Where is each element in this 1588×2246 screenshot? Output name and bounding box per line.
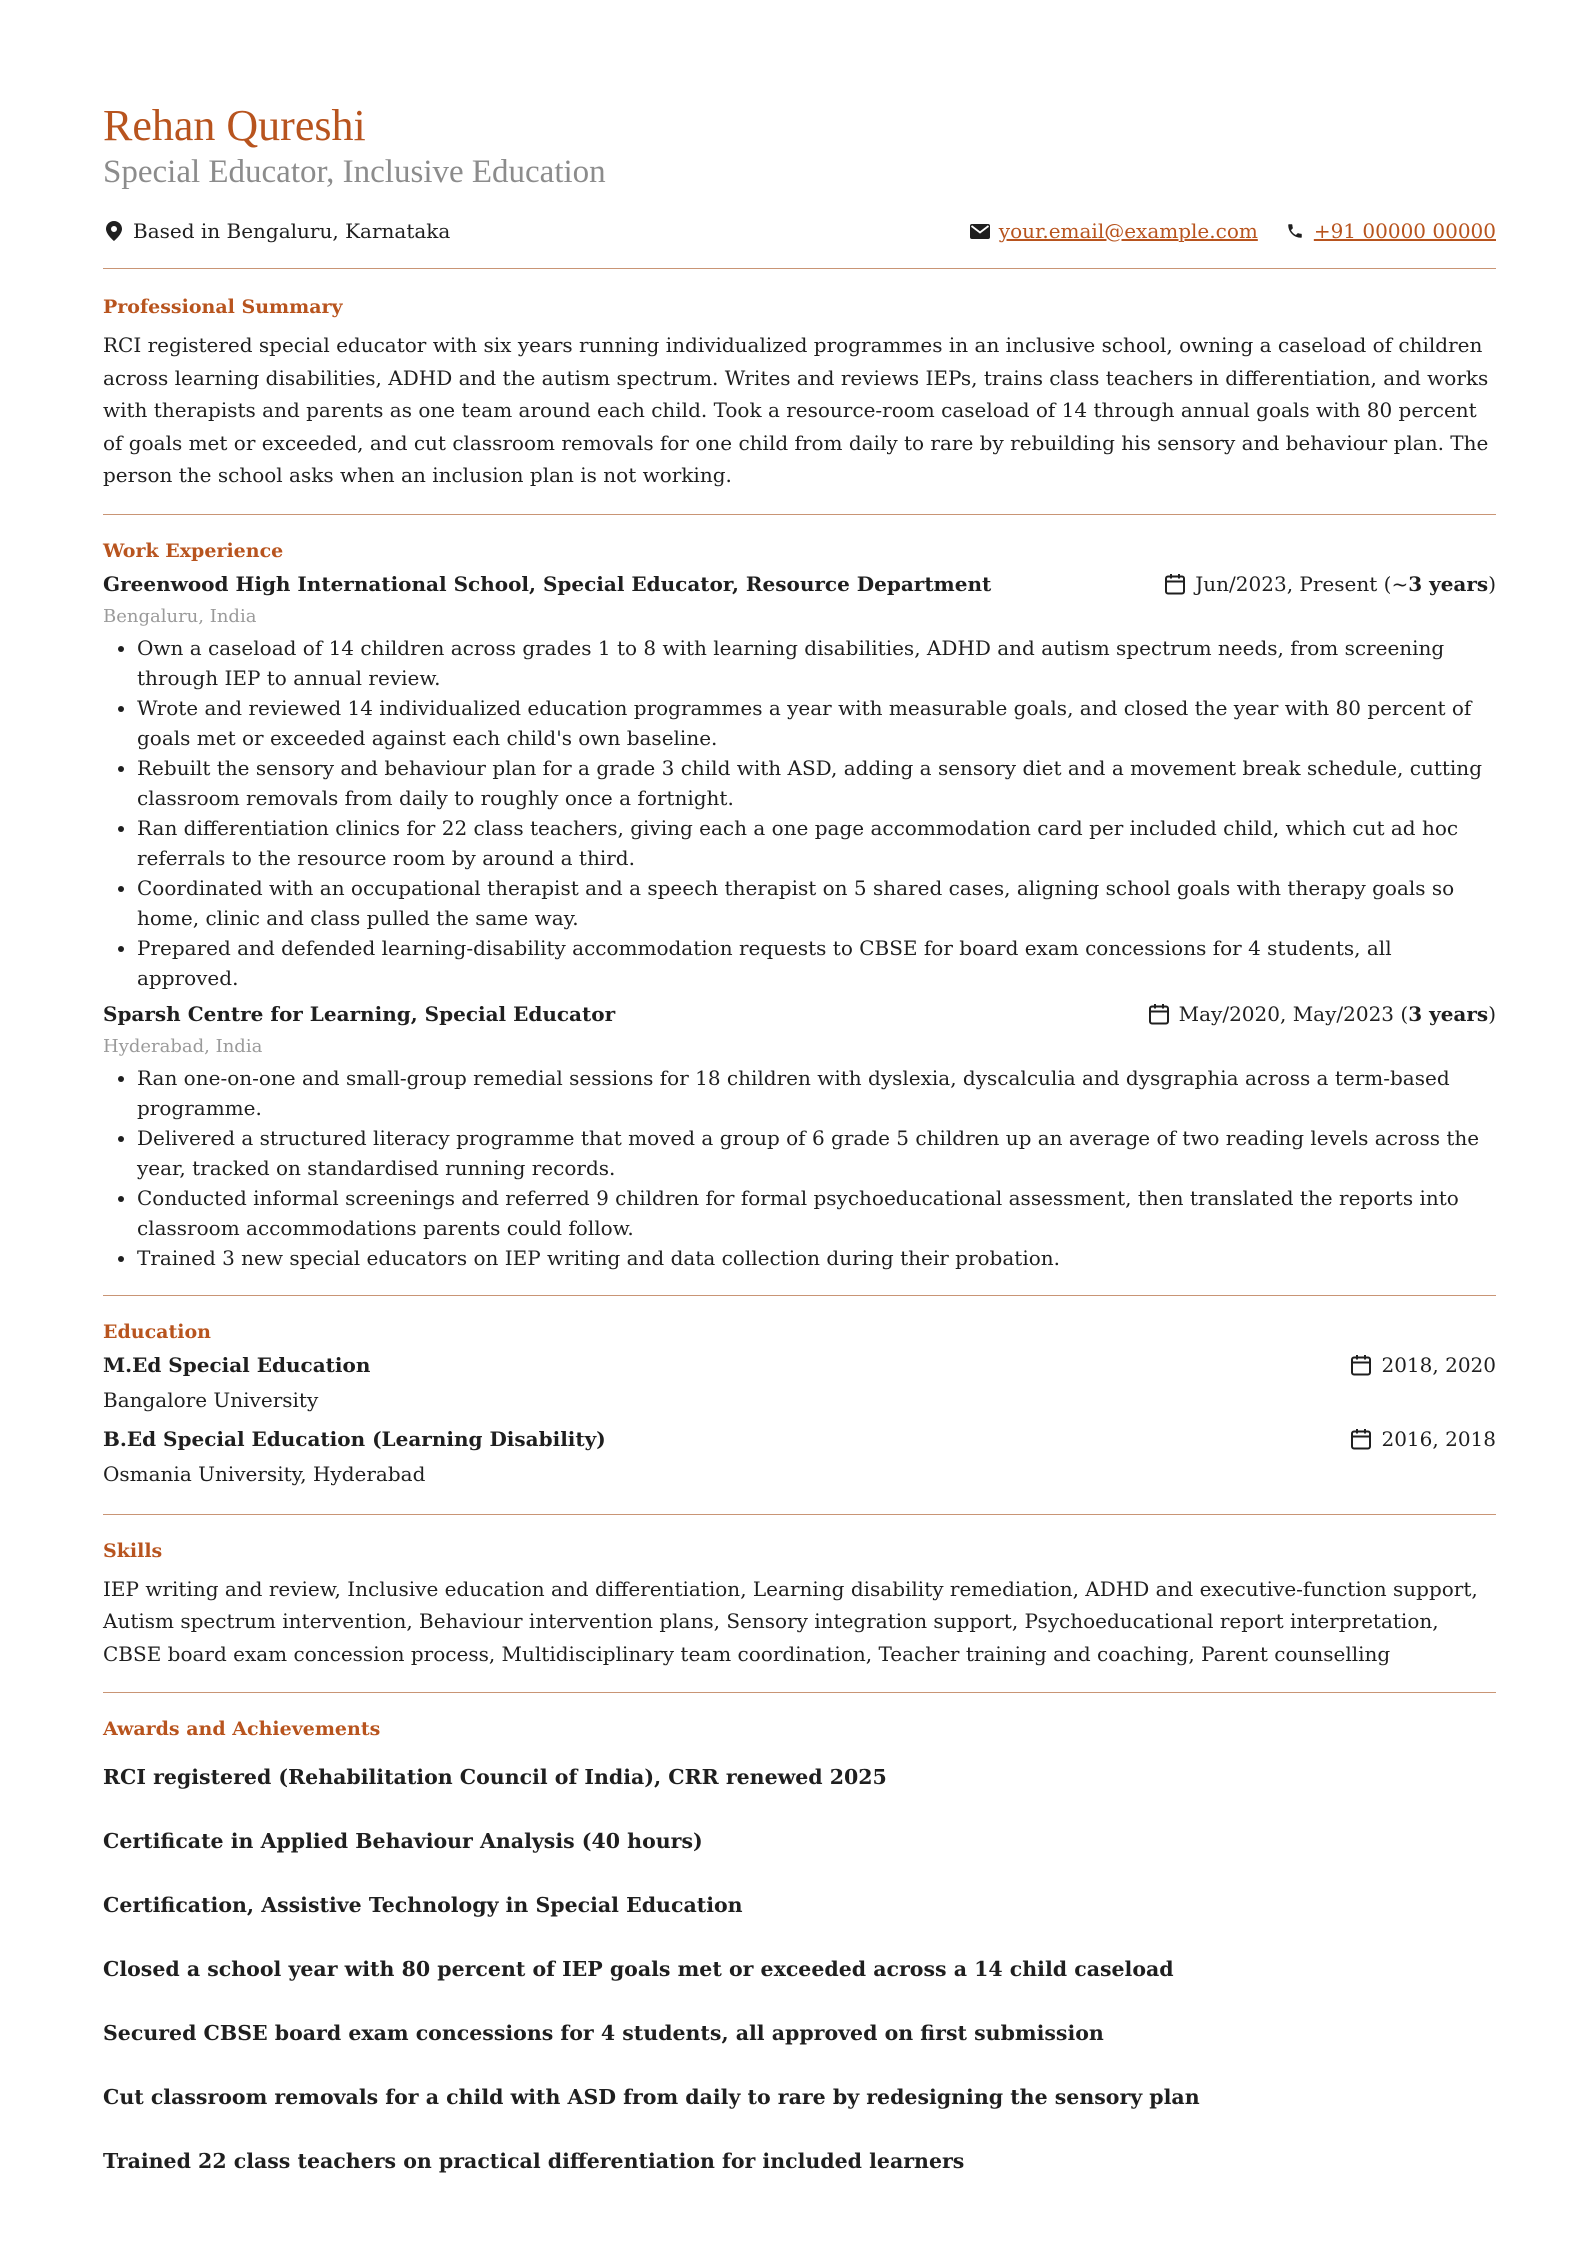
email-link[interactable]: your.email@example.com [998, 219, 1258, 243]
job-bullets [103, 633, 1496, 993]
job-entry [103, 997, 1496, 1273]
list-item: • Conducted informal screenings and referred 9 children for formal psychoeducational assessment, then translated the reports into classroom accommodations parents could follow. [137, 1183, 1496, 1243]
calendar-icon [1147, 1002, 1171, 1026]
list-item: • Rebuilt the sensory and behaviour plan for a grade 3 child with ASD, adding a sensory diet and a movement break schedule, cutting classroom removals from daily to roughly once a fortnight. [137, 753, 1496, 813]
education-dates [1349, 1427, 1496, 1451]
list-item: • Trained 3 new special educators on IEP writing and data collection during their probation. [137, 1243, 1496, 1273]
skills-heading: Skills [103, 1539, 163, 1562]
list-item: • Prepared and defended learning-disability accommodation requests to CBSE for board exam concessions for 4 students, all approved. [137, 933, 1496, 993]
location-pin-icon [103, 220, 125, 242]
education-header [103, 1348, 1496, 1382]
phone-item [1284, 219, 1496, 243]
job-date-range: Jun/2023, Present (~ [1195, 571, 1409, 596]
phone-link[interactable]: +91 00000 00000 [1313, 219, 1496, 243]
calendar-icon [1349, 1353, 1373, 1377]
contact-bar [103, 214, 1496, 248]
job-bullets [103, 1063, 1496, 1273]
list-item: • Own a caseload of 14 children across grades 1 to 8 with learning disabilities, ADHD and autism spectrum needs, from screening through IEP to annual review. [137, 633, 1496, 693]
degree: M.Ed Special Education [103, 1352, 371, 1377]
institution: Osmania University, Hyderabad [103, 1461, 426, 1486]
calendar-icon [1163, 572, 1187, 596]
summary-heading: Professional Summary [103, 296, 343, 318]
award-item: RCI registered (Rehabilitation Council of India), CRR renewed 2025 [103, 1765, 887, 1789]
summary-text: RCI registered special educator with six years running individualized programmes in an inclusive school, owning a caseload of children across learning disabilities, ADHD and the autism spectrum. Writes and reviews IEPs, trains class teachers in differentiation, and works with therapists and parents as one team around each child. Took a resource-room caseload of 14 through annual goals with 80 percent of goals met or exceeded, and cut classroom removals for one child from daily to rare by rebuilding his sensory and behaviour plan. The person the school asks when an inclusion plan is not working. [103, 333, 1489, 487]
job-title [103, 572, 991, 596]
job-org: Sparsh Centre for Learning [103, 1001, 411, 1026]
award-item: Certificate in Applied Behaviour Analysis (40 hours) [103, 1829, 703, 1853]
experience-heading: Work Experience [103, 539, 284, 562]
awards-section [103, 1693, 1496, 2215]
degree: B.Ed Special Education (Learning Disability) [103, 1426, 606, 1451]
job-header [103, 997, 1496, 1031]
calendar-icon [1349, 1427, 1373, 1451]
job-dates [1163, 572, 1496, 596]
award-item: Cut classroom removals for a child with ASD from daily to rare by redesigning the sensory plan [103, 2085, 1200, 2109]
education-date-range: 2018, 2020 [1381, 1352, 1496, 1377]
list-item: • Wrote and reviewed 14 individualized education programmes a year with measurable goals, and closed the year with 80 percent of goals met or exceeded against each child's own baseline. [137, 693, 1496, 753]
job-date-close: ) [1488, 571, 1496, 596]
awards-heading: Awards and Achievements [103, 1718, 381, 1740]
resume-page [103, 100, 1496, 2215]
job-org: Greenwood High International School [103, 571, 530, 596]
institution: Bangalore University [103, 1387, 319, 1412]
contact-links [943, 219, 1496, 243]
award-item: Secured CBSE board exam concessions for 4 students, all approved on first submission [103, 2021, 1104, 2045]
award-item: Certification, Assistive Technology in Special Education [103, 1893, 743, 1917]
award-item: Trained 22 class teachers on practical differentiation for included learners [103, 2149, 965, 2173]
awards-list [103, 1745, 1496, 2193]
job-entry [103, 567, 1496, 993]
job-location: Hyderabad, India [103, 1035, 263, 1057]
skills-section [103, 1515, 1496, 1693]
education-section [103, 1296, 1496, 1514]
job-duration: 3 years [1408, 1001, 1489, 1026]
envelope-icon [969, 220, 991, 242]
education-dates [1349, 1353, 1496, 1377]
list-item: • Coordinated with an occupational therapist and a speech therapist on 5 shared cases, aligning school goals with therapy goals so home, clinic and class pulled the same way. [137, 873, 1496, 933]
job-duration: 3 years [1408, 571, 1489, 596]
job-header [103, 567, 1496, 601]
job-role: , Special Educator, Resource Department [529, 571, 992, 596]
candidate-name: Rehan Qureshi [103, 101, 366, 150]
education-entry [103, 1348, 1496, 1418]
education-heading: Education [103, 1320, 211, 1343]
job-role: , Special Educator [410, 1001, 616, 1026]
skills-text: IEP writing and review, Inclusive education and differentiation, Learning disability remediation, ADHD and executive-function support, Autism spectrum intervention, Behaviour intervention plans, Sensory integration support, Psychoeducational report interpretation, CBSE board exam concession process, Multidisciplinary team coordination, Teacher training and coaching, Parent counselling [103, 1576, 1478, 1666]
education-date-range: 2016, 2018 [1381, 1426, 1496, 1451]
award-item: Closed a school year with 80 percent of IEP goals met or exceeded across a 14 child caseload [103, 1957, 1174, 1981]
job-date-range: May/2020, May/2023 ( [1178, 1001, 1409, 1026]
education-header [103, 1422, 1496, 1456]
location-text: Based in Bengaluru, Karnataka [133, 219, 451, 243]
job-location: Bengaluru, India [103, 605, 257, 627]
list-item: • Ran one-on-one and small-group remedial sessions for 18 children with dyslexia, dyscalculia and dysgraphia across a term-based programme. [137, 1063, 1496, 1123]
job-title [103, 1002, 615, 1026]
candidate-title: Special Educator, Inclusive Education [103, 154, 606, 190]
job-date-close: ) [1488, 1001, 1496, 1026]
phone-icon [1284, 220, 1306, 242]
education-entry [103, 1422, 1496, 1492]
experience-section [103, 515, 1496, 1295]
job-dates [1147, 1002, 1496, 1026]
list-item: • Ran differentiation clinics for 22 class teachers, giving each a one page accommodation card per included child, which cut ad hoc referrals to the resource room by around a third. [137, 813, 1496, 873]
list-item: • Delivered a structured literacy programme that moved a group of 6 grade 5 children up an average of two reading levels across the year, tracked on standardised running records. [137, 1123, 1496, 1183]
location [103, 219, 450, 243]
email-item [969, 219, 1258, 243]
summary-section [103, 269, 1496, 514]
